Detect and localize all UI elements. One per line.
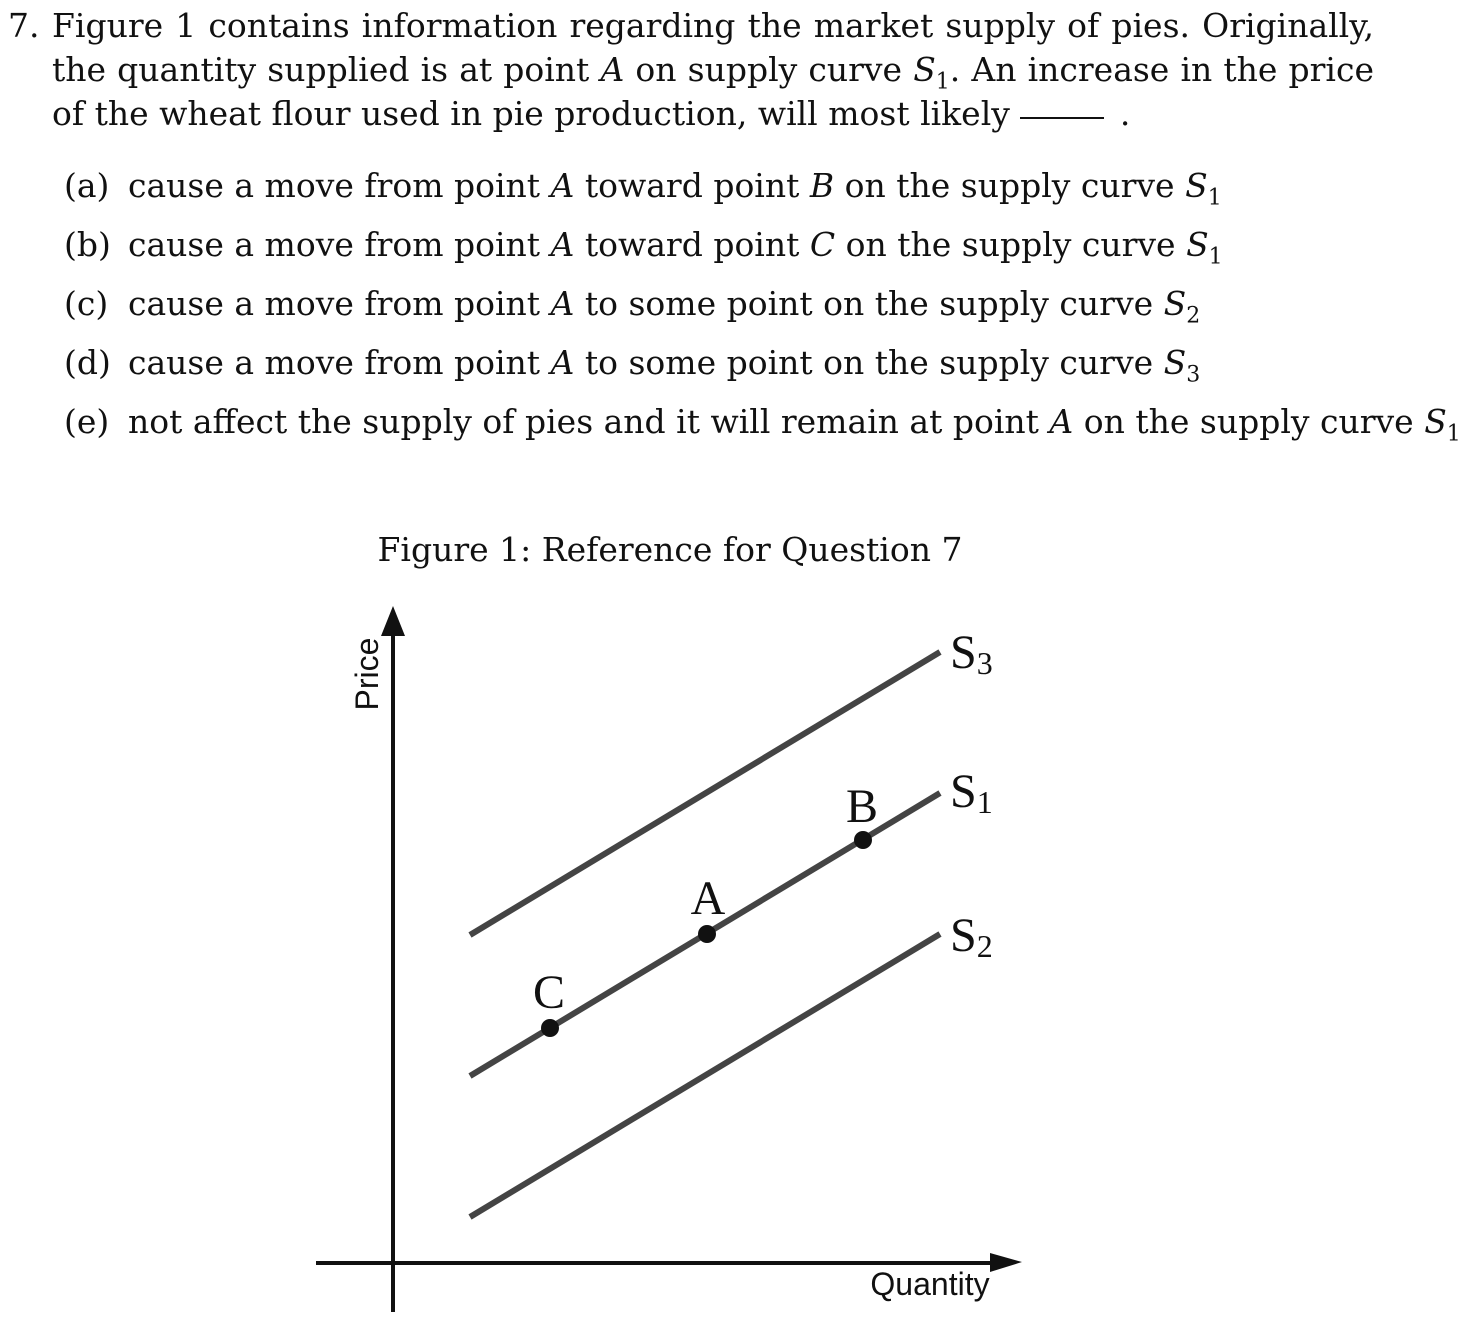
option-curve: S bbox=[1424, 402, 1447, 441]
question-number: 7. bbox=[8, 6, 40, 45]
option-curve-sub: 3 bbox=[1186, 362, 1201, 388]
option-var-2: B bbox=[809, 166, 835, 205]
option-text-mid: to some point on the supply curve bbox=[574, 284, 1164, 323]
option-curve-sub: 1 bbox=[1207, 185, 1222, 211]
option-text-post: on the supply curve bbox=[834, 166, 1186, 205]
y-axis-arrow-icon bbox=[381, 606, 405, 636]
option-text-pre: cause a move from point bbox=[128, 343, 551, 382]
option-curve: S bbox=[1186, 225, 1209, 264]
curve-label-s1: S1 bbox=[950, 765, 993, 820]
question-text-part2: on supply curve bbox=[624, 50, 914, 89]
option-text-mid: toward point bbox=[574, 166, 810, 205]
option-text-pre: cause a move from point bbox=[128, 166, 551, 205]
option-letter: (a) bbox=[64, 166, 110, 205]
question-end-punct: . bbox=[1119, 94, 1131, 133]
question-curve-sub: 1 bbox=[935, 69, 950, 95]
option-curve-sub: 1 bbox=[1208, 244, 1223, 270]
option-var-1: A bbox=[550, 284, 575, 323]
option-var-1: A bbox=[550, 225, 575, 264]
question-text-part3: . An increase in the price of the wheat flour used in pie production, will most likely bbox=[52, 50, 1374, 133]
point-a bbox=[698, 925, 716, 943]
option-text-pre: cause a move from point bbox=[128, 284, 551, 323]
option-curve: S bbox=[1185, 166, 1208, 205]
option-letter: (e) bbox=[64, 402, 110, 441]
option-text-mid: to some point on the supply curve bbox=[574, 343, 1164, 382]
option-curve-sub: 1 bbox=[1446, 421, 1461, 447]
point-b bbox=[854, 831, 872, 849]
option-text-pre: cause a move from point bbox=[128, 225, 551, 264]
option-curve: S bbox=[1163, 284, 1187, 323]
option-text-post: on the supply curve bbox=[835, 225, 1187, 264]
option-curve: S bbox=[1163, 343, 1187, 382]
option-var-1: A bbox=[1049, 402, 1074, 441]
curve-label-s3: S3 bbox=[950, 626, 993, 681]
x-axis-arrow-icon bbox=[990, 1253, 1022, 1272]
point-label-a: A bbox=[690, 872, 726, 925]
curve-label-s2: S2 bbox=[950, 909, 993, 964]
point-c bbox=[541, 1019, 559, 1037]
x-axis-label: Quantity bbox=[870, 1266, 990, 1302]
question-curve-var: S bbox=[913, 50, 936, 89]
option-text-mid: on the supply curve bbox=[1073, 402, 1425, 441]
option-var-2: C bbox=[809, 225, 836, 264]
option-text-pre: not affect the supply of pies and it will remain at point bbox=[128, 402, 1050, 441]
option-text-mid: toward point bbox=[574, 225, 810, 264]
figure-caption: Figure 1: Reference for Question 7 bbox=[377, 530, 963, 569]
option-curve-sub: 2 bbox=[1186, 303, 1201, 329]
point-label-c: C bbox=[532, 966, 566, 1019]
question-point-var: A bbox=[600, 50, 625, 89]
option-letter: (d) bbox=[64, 343, 111, 382]
y-axis-label: Price bbox=[349, 637, 385, 711]
question-text-part1: Figure 1 contains information regarding the market supply of pies. Originally, the quantity supplied is at point bbox=[52, 6, 1374, 89]
option-letter: (c) bbox=[64, 284, 109, 323]
option-var-1: A bbox=[550, 166, 575, 205]
point-label-b: B bbox=[845, 780, 879, 833]
option-letter: (b) bbox=[64, 225, 111, 264]
option-var-1: A bbox=[550, 343, 575, 382]
